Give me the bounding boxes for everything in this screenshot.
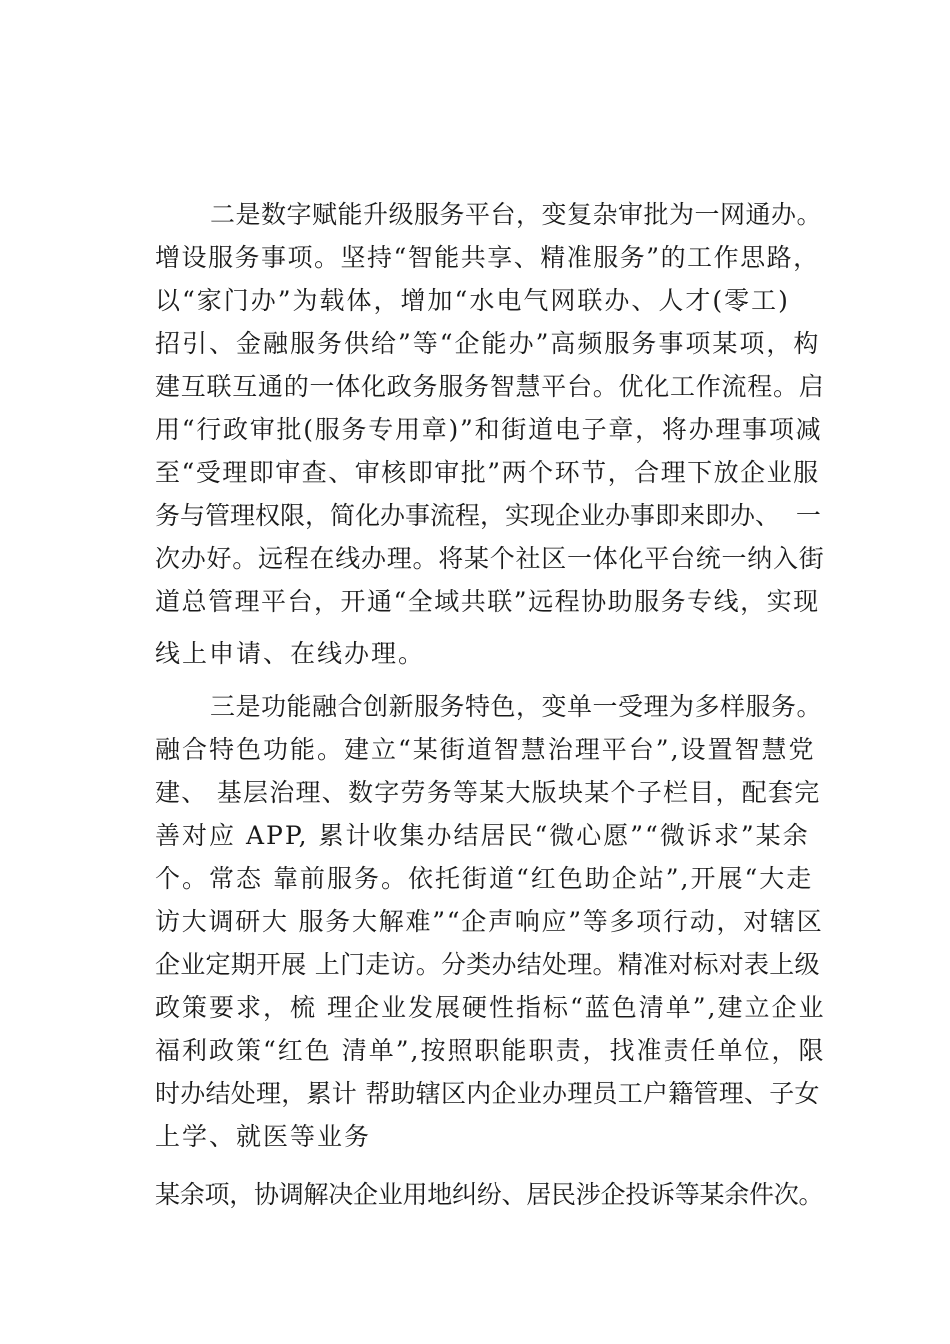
paragraph-2-line-9: 福利政策“红色 清单”,按照职能职责，找准责任单位，限	[155, 1036, 826, 1065]
paragraph-1-line-9: 次办好。远程在线办理。将某个社区一体化平台统一纳入街	[155, 544, 825, 573]
paragraph-2-line-12: 某余项，协调解决企业用地纠纷、居民涉企投诉等某余件次。	[155, 1180, 824, 1209]
paragraph-1-line-4: 招引、金融服务供给”等“企能办”高频服务事项某项，构	[155, 329, 821, 358]
paragraph-1-line-6: 用“行政审批(服务专用章)”和街道电子章，将办理事项减	[155, 415, 823, 444]
paragraph-2-line-7: 企业定期开展 上门走访。分类办结处理。精准对标对表上级	[155, 950, 820, 979]
paragraph-1-line-11: 线上申请、在线办理。	[155, 639, 426, 668]
paragraph-2-line-8: 政策要求，梳 理企业发展硬性指标“蓝色清单”,建立企业	[155, 993, 826, 1022]
paragraph-2-line-5: 个。常态 靠前服务。依托街道“红色助企站”,开展“大走	[155, 864, 814, 893]
paragraph-2-line-2: 融合特色功能。建立“某街道智慧治理平台”,设置智慧党	[155, 735, 816, 764]
paragraph-1-line-8: 务与管理权限，简化办事流程，实现企业办事即来即办、 一	[155, 501, 821, 530]
paragraph-1-line-10: 道总管理平台，开通“全域共联”远程协助服务专线，实现	[155, 587, 820, 616]
paragraph-1-line-3: 以“家门办”为载体，增加“水电气网联办、人才(零工)	[155, 286, 790, 315]
paragraph-1-line-1: 二是数字赋能升级服务平台，变复杂审批为一网通办。	[210, 200, 823, 229]
paragraph-1-line-2: 增设服务事项。坚持“智能共享、精准服务”的工作思路，	[155, 243, 820, 272]
paragraph-2-line-3: 建、 基层治理、数字劳务等某大版块某个子栏目，配套完	[155, 778, 821, 807]
paragraph-1-line-7: 至“受理即审查、审核即审批”两个环节，合理下放企业服	[155, 458, 820, 487]
paragraph-2-line-10: 时办结处理，累计 帮助辖区内企业办理员工户籍管理、子女	[155, 1079, 820, 1108]
paragraph-1-line-5: 建互联互通的一体化政务服务智慧平台。优化工作流程。启	[155, 372, 825, 401]
paragraph-2-line-4: 善对应 APP, 累计收集办结居民“微心愿”“微诉求”某余	[155, 821, 810, 850]
paragraph-2-line-11: 上学、就医等业务	[155, 1122, 372, 1151]
paragraph-2-line-1: 三是功能融合创新服务特色，变单一受理为多样服务。	[210, 692, 823, 721]
paragraph-2-line-6: 访大调研大 服务大解难”“企声响应”等多项行动，对辖区	[155, 907, 824, 936]
